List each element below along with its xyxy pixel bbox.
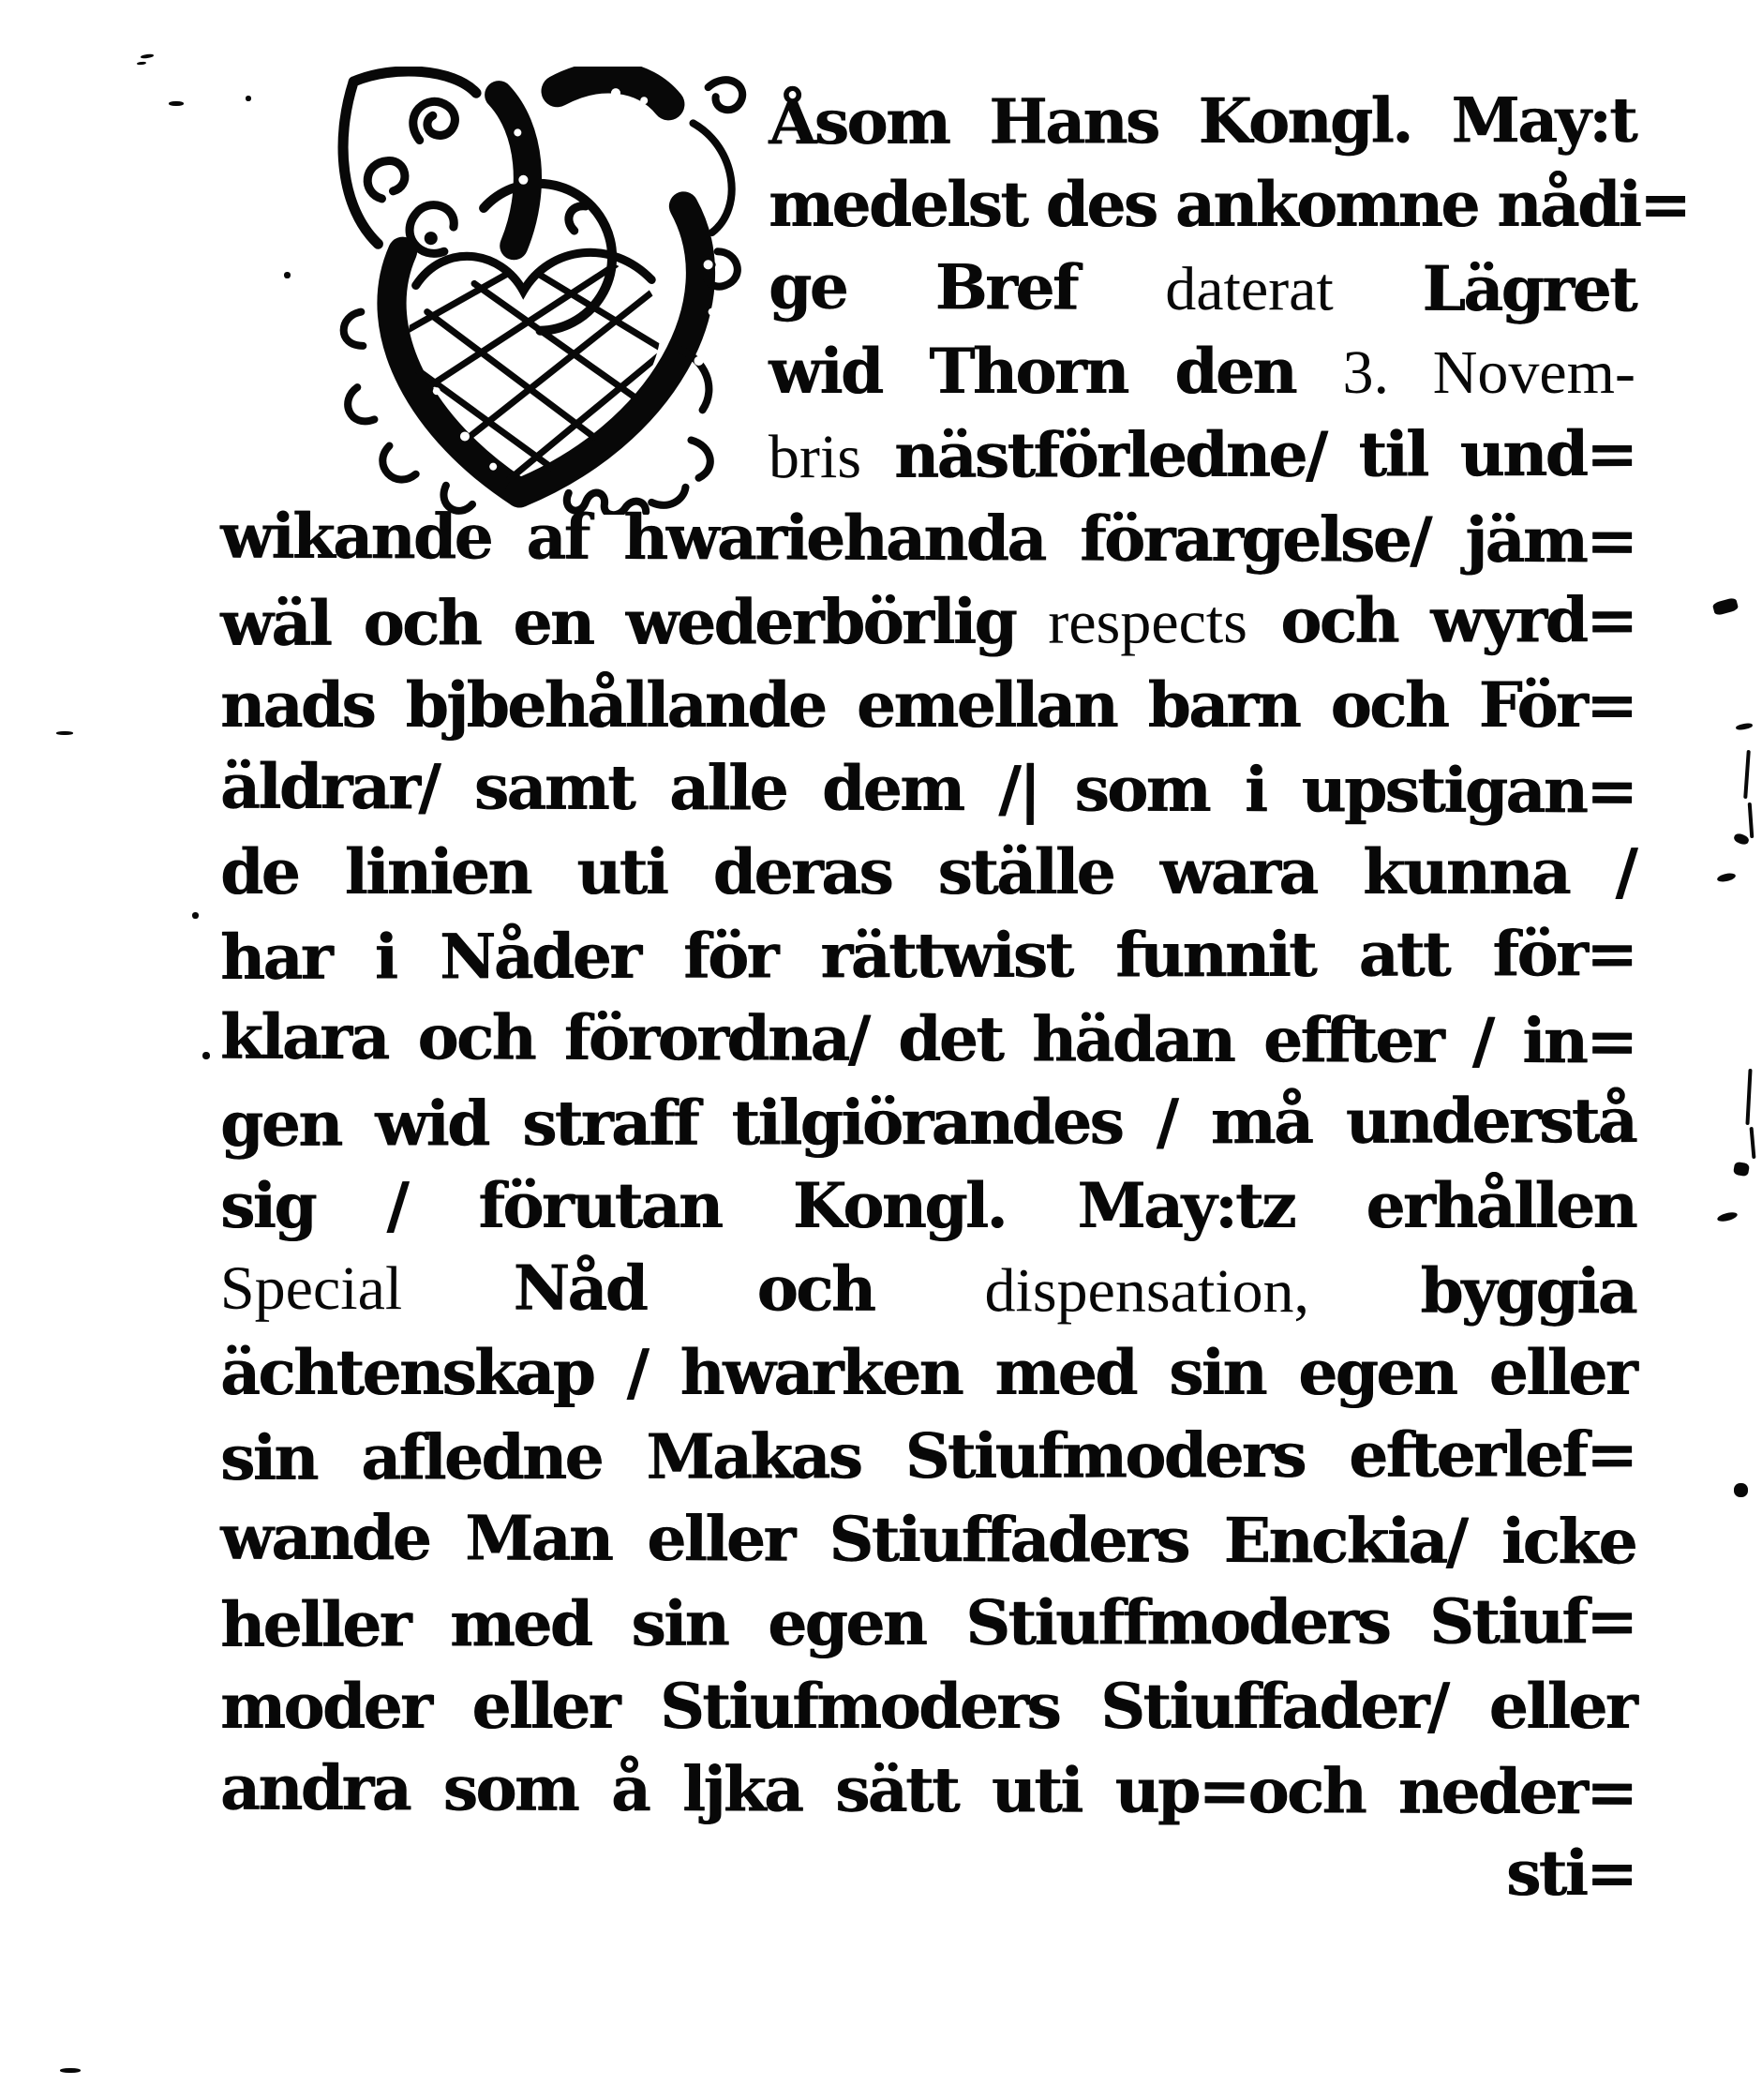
ink-speck (1733, 832, 1750, 847)
text-run-fraktur: sti= (1505, 1837, 1635, 1910)
text-line (220, 1164, 1635, 1248)
text-line (220, 1331, 1635, 1415)
text-run-fraktur: klara och förordna/ det hädan effter / in= (219, 999, 1636, 1078)
ink-speck (169, 101, 184, 106)
text-line (220, 745, 1635, 833)
text-run-fraktur: nästförledne/ til und= (860, 416, 1636, 492)
ink-speck (137, 61, 146, 65)
text-line (220, 1496, 1635, 1584)
text-run-fraktur: ge Bref (768, 249, 1166, 324)
ink-speck (1734, 1483, 1748, 1497)
ink-speck (202, 1052, 210, 1059)
ink-speck (1750, 1127, 1756, 1159)
text-run-fraktur: wande Man eller Stiuffaders Enckia/ icke (219, 1500, 1636, 1579)
text-run-fraktur: wäl och en wederbörlig (219, 584, 1049, 660)
ink-speck (1743, 750, 1751, 799)
text-run-fraktur: ächtenskap / hwarken med sin egen eller (220, 1336, 1635, 1409)
text-run-roman: bris (768, 422, 862, 492)
text-line (220, 1665, 1635, 1748)
text-run-roman: 3. Novem- (1342, 338, 1635, 407)
text-line (220, 996, 1635, 1084)
text-run-fraktur: nads bjbehållande emellan barn och För= (220, 668, 1635, 742)
text-line (769, 163, 1689, 247)
text-run-fraktur: de linien uti deras ställe wara kunna / (220, 835, 1635, 908)
text-run-fraktur: wid Thorn den (769, 335, 1343, 408)
text-line (220, 664, 1635, 747)
text-run-fraktur: sin afledne Makas Stiufmoders efterlef= (219, 1418, 1636, 1494)
text-run-fraktur: har i Nåder för rättwist funnit att för= (219, 917, 1636, 994)
text-line (220, 495, 1635, 583)
text-run-fraktur: byggia (1308, 1253, 1636, 1328)
text-run-fraktur: Lägret (1333, 251, 1636, 326)
text-line (769, 79, 1635, 164)
text-run-fraktur: sig / förutan Kongl. May:tz erhållen (220, 1169, 1635, 1242)
text-line (220, 831, 1635, 914)
ink-speck (1736, 722, 1754, 730)
text-run-fraktur: och wyrd= (1247, 583, 1636, 658)
text-run-roman: Special (219, 1253, 403, 1324)
text-line (220, 578, 1635, 666)
text-run-fraktur: andra som å ljka sätt uti up=och neder= (219, 1750, 1636, 1829)
text-line (220, 1246, 1635, 1334)
ink-speck (141, 53, 154, 59)
ink-speck (246, 96, 251, 101)
text-run-fraktur: äldrar/ samt alle dem /| som i upstigan= (219, 749, 1636, 828)
catchword-line (220, 1832, 1635, 1915)
ink-speck (60, 2068, 81, 2073)
text-run-fraktur: wikande af hwariehanda förargelse/ jäm= (219, 499, 1636, 578)
text-run-fraktur: Åsom Hans Kongl. May:t (768, 82, 1636, 159)
text-run-fraktur: gen wid straff tilgiörandes / må understå (219, 1084, 1636, 1161)
ink-speck (1748, 802, 1755, 838)
text-run-roman: dispensation, (984, 1256, 1310, 1327)
text-line (769, 330, 1635, 413)
ink-speck (1712, 597, 1740, 616)
ink-speck (1716, 1210, 1738, 1222)
text-run-roman: respects (1048, 588, 1247, 657)
ink-speck (1716, 872, 1736, 883)
drop-cap-initial-s-icon (333, 67, 753, 515)
ink-speck (192, 912, 199, 919)
text-line (769, 246, 1635, 332)
text-line (220, 912, 1635, 999)
ink-speck (1733, 1162, 1750, 1178)
text-run-fraktur: heller med sin egen Stiuffmoders Stiuf= (219, 1584, 1636, 1661)
ink-speck (1745, 1069, 1752, 1125)
text-line (220, 1747, 1635, 1835)
text-line (220, 1580, 1635, 1667)
text-run-fraktur: Nåd och (402, 1251, 985, 1327)
text-line (220, 1079, 1635, 1166)
ink-speck (56, 731, 73, 735)
text-line (769, 412, 1635, 498)
text-run-fraktur: medelst des ankomne nådi= (769, 168, 1689, 241)
text-run-roman: daterat (1165, 254, 1334, 324)
text-line (220, 1413, 1635, 1500)
ink-speck (284, 272, 291, 278)
text-block (219, 80, 1689, 1915)
text-run-fraktur: moder eller Stiufmoders Stiuffader/ eller (220, 1670, 1635, 1743)
